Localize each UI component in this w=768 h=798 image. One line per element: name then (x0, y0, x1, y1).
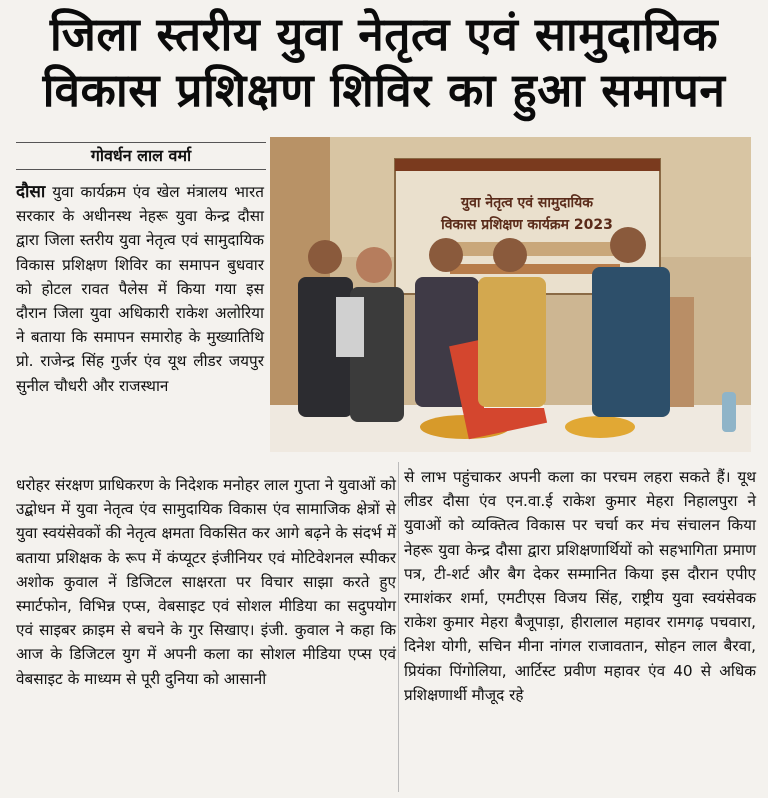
article-column-lower-left: धरोहर संरक्षण प्राधिकरण के निदेशक मनोहर लाल गुप्ता ने युवाओं को उद्बोधन में युवा नेतृत्व एंव सामुदायिक विकास एंव सामाजिक क्षेत्रों से युवा स्वयंसेवकों की नेतृत्व क्षमता विकसित कर आगे बढ़ने के संदर्भ में बताया प्रशिक्षक के रूप में कंप्यूटर इंजीनियर एवं मोटिवेशनल स्पीकर अशोक कुवाल नें डिजिटल साक्षरता पर विचार साझा करते हुए स्मार्टफोन, विभिन्न एप्स, वेबसाइट एवं सोशल मीडिया का सदुपयोग एवं साइबर क्राइम से बचने के गुर सिखाए। इंजी. कुवाल ने कहा कि आज के डिजिटल युग में अपनी कला का सोशल मीडिया एप्स एवं वेबसाइट के माध्यम से पूरी दुनिया को आसानी (16, 476, 396, 688)
headline-line-1: जिला स्तरीय युवा नेतृत्व एवं सामुदायिक (49, 7, 719, 61)
news-photo (270, 137, 751, 452)
ceremony-photo-illustration (270, 137, 751, 452)
article-text-left: युवा कार्यक्रम एंव खेल मंत्रालय भारत सरकार के अधीनस्थ नेहरू युवा केन्द्र दौसा द्वारा जिला स्तरीय युवा नेतृत्व एवं सामुदायिक विकास प्रशिक्षण शिविर का समापन बुधवार को होटल रावत पैलेस में किया गया इस दौरान जिला युवा अधिकारी राकेश अलोरिया ने बताया कि समापन समारोह के मुख्यातिथि प्रो. राजेन्द्र सिंह गुर्जर एंव यूथ लीडर जयपुर सुनील चौधरी और राजस्थान (16, 183, 264, 395)
dateline: दौसा (16, 182, 46, 202)
article-column-left (16, 180, 264, 398)
column-divider (398, 462, 399, 792)
byline: गोवर्धन लाल वर्मा (16, 142, 266, 170)
banner-text-2: विकास प्रशिक्षण कार्यक्रम 2023 (441, 217, 613, 233)
banner-text-1: युवा नेतृत्व एवं सामुदायिक (461, 195, 593, 211)
article-column-right: से लाभ पहुंचाकर अपनी कला का परचम लहरा सकते हैं। यूथ लीडर दौसा एंव एन.वा.ई राकेश कुमार मेहरा निहालपुरा ने युवाओं को व्यक्तित्व विकास पर चर्चा कर मंच संचालन किया नेहरू युवा केन्द्र दौसा द्वारा प्रशिक्षणार्थियों को सहभागिता प्रमाण पत्र, टी-शर्ट और बैग देकर सम्मानित किया इस दौरान एपीए रमाशंकर शर्मा, एमटीएस विजय सिंह, राष्ट्रीय युवा स्वयंसेवक राकेश कुमार मेहरा बैजूपाड़ा, हीरालाल महावर रामगढ़ पचवारा, दिनेश योगी, सचिन मीना नांगल राजावतान, सोहन लाल बैरवा, प्रियंका पिंगोलिया, आर्टिस्ट प्रवीण महावर एंव 40 से अधिक प्रशिक्षणार्थी मौजूद रहे (404, 468, 756, 704)
headline-line-2: विकास प्रशिक्षण शिविर का हुआ समापन (42, 63, 726, 117)
headline (0, 6, 768, 118)
